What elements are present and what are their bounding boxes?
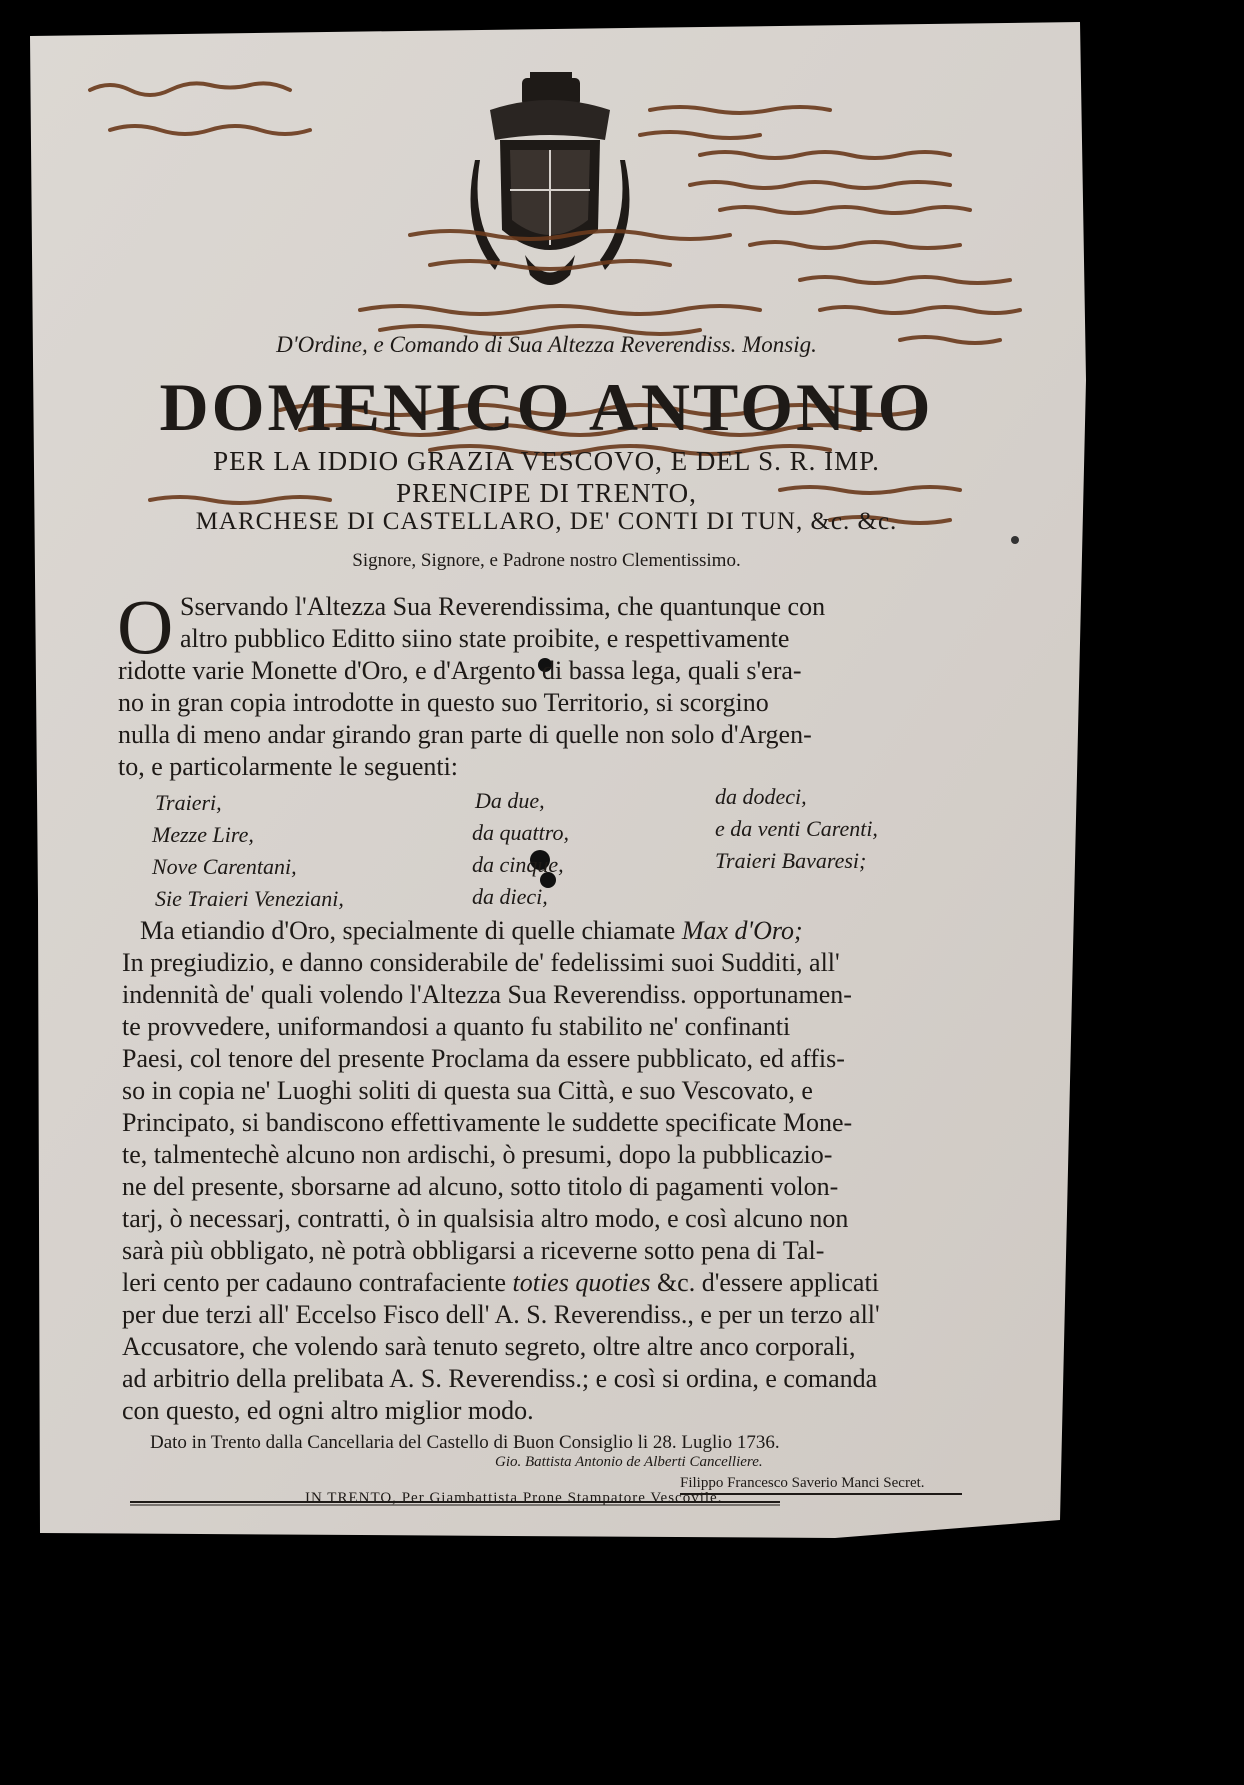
coin-list-item: Nove Carentani, [152, 854, 297, 879]
title-line-1: PER LA IDDIO GRAZIA VESCOVO, E DEL S. R. IMP. [213, 446, 880, 476]
body-line-9: ne del presente, sborsarne ad alcuno, sotto titolo di pagamenti volon- [122, 1172, 839, 1201]
signature-secretary: Filippo Francesco Saverio Manci Secret. [680, 1475, 925, 1491]
coin-list-item: e da venti Carenti, [715, 816, 878, 841]
body-line-2: In pregiudizio, e danno considerabile de' fedelissimi suoi Sudditi, all' [122, 948, 840, 977]
title-line-2: PRENCIPE DI TRENTO, [396, 478, 697, 508]
intro-line-1: Sservando l'Altezza Sua Reverendissima, che quantunque con [180, 592, 826, 621]
intro-line-4: no in gran copia introdotte in questo suo Territorio, si scorgino [118, 688, 769, 717]
coin-list-item: da cinque, [472, 852, 564, 877]
body-line-1-text: Ma etiandio d'Oro, specialmente di quelle chiamate [140, 916, 676, 945]
printer-line: IN TRENTO, Per Giambattista Prone Stampatore Vescovile. [305, 1490, 723, 1506]
body-line-6: so in copia ne' Luoghi soliti di questa sua Città, e suo Vescovato, e [122, 1076, 813, 1105]
body-line-14: Accusatore, che volendo sarà tenuto segreto, oltre altre anco corporali, [122, 1332, 856, 1361]
intro-line-6: to, e particolarmente le seguenti: [118, 752, 459, 781]
coin-list-item: da dodeci, [715, 784, 807, 809]
body-line-12-italic: toties quoties [512, 1268, 651, 1297]
coin-list-item: Da due, [475, 788, 545, 813]
coin-list-item: da quattro, [472, 820, 569, 845]
body-line-13: per due terzi all' Eccelso Fisco dell' A. S. Reverendiss., e per un terzo all' [122, 1300, 880, 1329]
order-line: D'Ordine, e Comando di Sua Altezza Reverendiss. Monsig. [276, 332, 817, 357]
date-line: Dato in Trento dalla Cancellaria del Castello di Buon Consiglio li 28. Luglio 1736. [150, 1432, 780, 1453]
signature-chancellor: Gio. Battista Antonio de Alberti Cancelliere. [495, 1454, 763, 1470]
coin-list-item: da dieci, [472, 884, 548, 909]
title-line-4: Signore, Signore, e Padrone nostro Clementissimo. [352, 550, 741, 571]
body-line-10: tarj, ò necessarj, contratti, ò in qualsisia altro modo, e così alcuno non [122, 1204, 849, 1233]
coin-list-item: Mezze Lire, [152, 822, 254, 847]
body-line-7: Principato, si bandiscono effettivamente le suddette specificate Mone- [122, 1108, 853, 1137]
title-line-3: MARCHESE DI CASTELLARO, DE' CONTI DI TUN, &c. &c. [195, 508, 898, 535]
intro-line-2: altro pubblico Editto siino state proibite, e respettivamente [180, 624, 790, 653]
body-line-12-text-end: &c. d'essere applicati [656, 1268, 879, 1297]
body-line-16: con questo, ed ogni altro miglior modo. [122, 1396, 534, 1425]
footer-rules [130, 1480, 970, 1540]
body-line-5: Paesi, col tenore del presente Proclama da essere pubblicato, ed affis- [122, 1044, 845, 1073]
body-line-1-italic: Max d'Oro; [681, 916, 803, 945]
body-line-1 [140, 916, 803, 946]
drop-cap: O [117, 583, 174, 670]
body-line-15: ad arbitrio della prelibata A. S. Reverendiss.; e così si ordina, e comanda [122, 1364, 878, 1393]
intro-line-5: nulla di meno andar girando gran parte di quelle non solo d'Argen- [118, 720, 812, 749]
body-line-12-text: leri cento per cadauno contrafaciente [122, 1268, 506, 1297]
body-line-11: sarà più obbligato, nè potrà obbligarsi a riceverne sotto pena di Tal- [122, 1236, 825, 1265]
body-line-8: te, talmentechè alcuno non ardischi, ò presumi, dopo la pubblicazio- [122, 1140, 833, 1169]
body-line-4: te provvedere, uniformandosi a quanto fu stabilito ne' confinanti [122, 1012, 791, 1041]
body-line-3: indennità de' quali volendo l'Altezza Sua Reverendiss. opportunamen- [122, 980, 852, 1009]
coin-list-item: Traieri Bavaresi; [715, 848, 867, 873]
body-line-12 [122, 1268, 879, 1298]
intro-line-3: ridotte varie Monette d'Oro, e d'Argento di bassa lega, quali s'era- [118, 656, 802, 685]
coin-list-item: Sie Traieri Veneziani, [155, 886, 344, 911]
bishop-name: DOMENICO ANTONIO [159, 369, 934, 445]
coin-list-item: Traieri, [155, 790, 222, 815]
